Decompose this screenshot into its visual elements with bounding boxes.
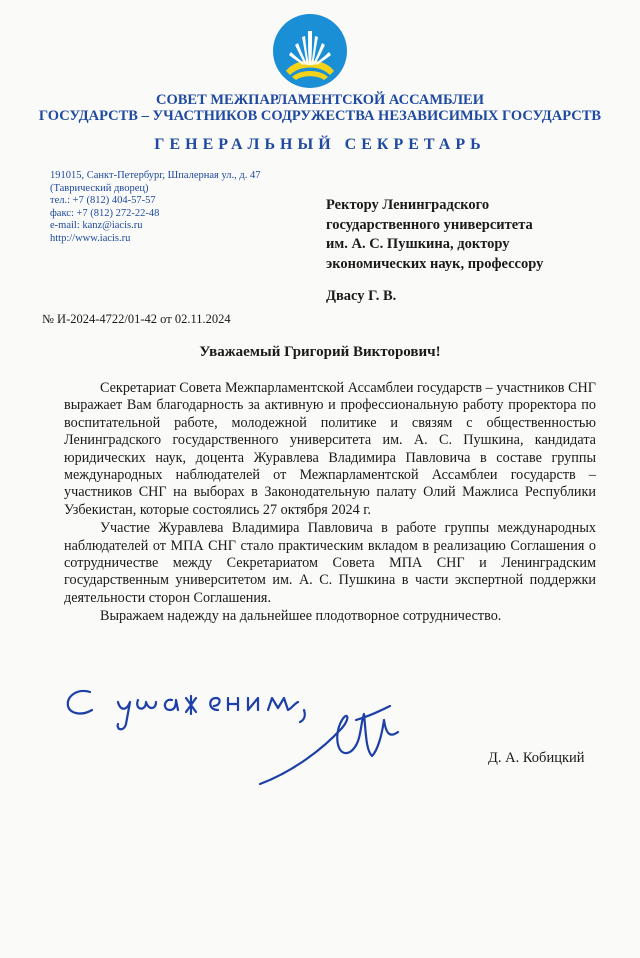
salutation: Уважаемый Григорий Викторович! [199, 344, 441, 360]
body-paragraph: Участие Журавлева Владимира Павловича в работе группы международных наблюдателей от МПА СНГ стало практическим вкладом в реализацию Соглашения о сотрудничестве между Секретариатом Совета МПА СНГ и Ленинградским государственным университетом им. А. С. Пушкина в части экспертной поддержки деятельности сторон Соглашения. [64, 520, 596, 606]
signer-name: Д. А. Кобицкий [488, 750, 585, 766]
org-name-line2: ГОСУДАРСТВ – УЧАСТНИКОВ СОДРУЖЕСТВА НЕЗАВИСИМЫХ ГОСУДАРСТВ [38, 108, 602, 124]
reference-number: № И-2024-4722/01-42 от 02.11.2024 [42, 312, 231, 326]
addressee-line: государственного университета [326, 216, 533, 233]
addressee-name: Двасу Г. В. [326, 288, 397, 304]
addressee-line: экономических наук, профессору [326, 255, 544, 272]
body-paragraph: Выражаем надежду на дальнейшее плодотворное сотрудничество. [100, 608, 502, 625]
letter-body [64, 380, 596, 626]
cis-emblem-icon [272, 13, 348, 89]
addressee-line: Ректору Ленинградского [326, 197, 490, 213]
sender-fax: факс: +7 (812) 272-22-48 [50, 207, 160, 219]
sender-address: 191015, Санкт-Петербург, Шпалерная ул., д. 47 [50, 170, 261, 181]
sender-position: ГЕНЕРАЛЬНЫЙ СЕКРЕТАРЬ [154, 136, 486, 153]
sender-email: e-mail: kanz@iacis.ru [50, 220, 143, 232]
sender-building: (Таврический дворец) [50, 182, 149, 194]
handwritten-closing-and-signature [60, 680, 420, 790]
sender-contacts [50, 170, 260, 246]
body-paragraph: Секретариат Совета Межпарламентской Ассамблеи государств – участников СНГ выражает Вам благодарность за активную и профессиональную работу проректора по воспитательной работе, молодежной политике и связям с общественностью Ленинградского государственного университета им. А. С. Пушкина, кандидата юридических наук, доцента Журавлева Владимира Павловича в составе группы международных наблюдателей от Межпарламентской Ассамблеи государств – участников СНГ на выборах в Законодательную палату Олий Мажлиса Республики Узбекистан, которые состоялись 27 октября 2024 г. [64, 380, 596, 518]
sender-phone: тел.: +7 (812) 404-57-57 [50, 195, 156, 207]
addressee-block [326, 196, 616, 274]
sender-website: http://www.iacis.ru [50, 232, 131, 244]
org-name-line1: СОВЕТ МЕЖПАРЛАМЕНТСКОЙ АССАМБЛЕИ [155, 92, 484, 108]
addressee-line: им. А. С. Пушкина, доктору [326, 236, 510, 252]
